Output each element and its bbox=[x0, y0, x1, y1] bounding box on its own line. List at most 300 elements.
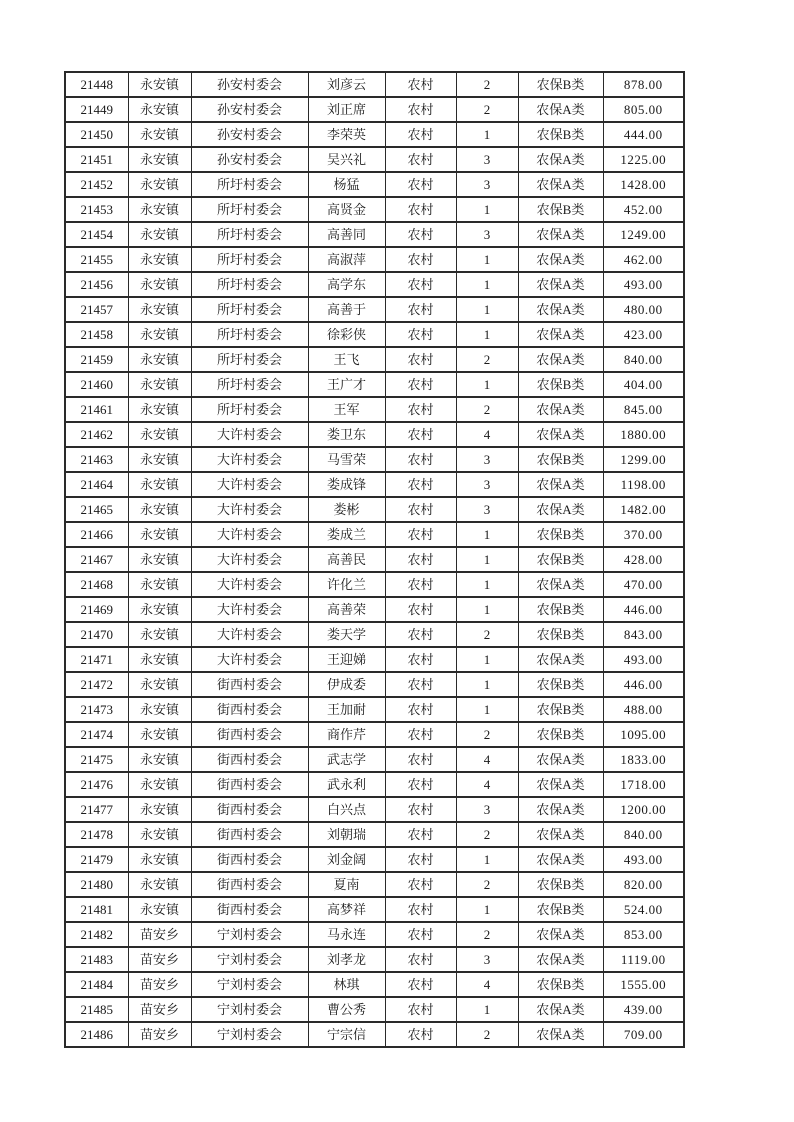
cell-count: 3 bbox=[456, 172, 518, 197]
cell-category: 农保B类 bbox=[518, 872, 603, 897]
cell-town: 永安镇 bbox=[128, 747, 191, 772]
cell-village: 大许村委会 bbox=[191, 647, 308, 672]
cell-amount: 820.00 bbox=[603, 872, 684, 897]
cell-count: 1 bbox=[456, 122, 518, 147]
cell-village: 街西村委会 bbox=[191, 872, 308, 897]
cell-category: 农保A类 bbox=[518, 247, 603, 272]
cell-name: 王军 bbox=[308, 397, 385, 422]
cell-town: 永安镇 bbox=[128, 772, 191, 797]
table-row bbox=[65, 197, 684, 222]
cell-id: 21449 bbox=[65, 97, 128, 122]
cell-name: 徐彩侠 bbox=[308, 322, 385, 347]
cell-id: 21448 bbox=[65, 72, 128, 97]
cell-count: 2 bbox=[456, 922, 518, 947]
cell-type: 农村 bbox=[385, 947, 456, 972]
cell-id: 21479 bbox=[65, 847, 128, 872]
cell-village: 宁刘村委会 bbox=[191, 947, 308, 972]
cell-count: 2 bbox=[456, 822, 518, 847]
cell-category: 农保A类 bbox=[518, 822, 603, 847]
cell-amount: 1249.00 bbox=[603, 222, 684, 247]
cell-category: 农保B类 bbox=[518, 447, 603, 472]
cell-type: 农村 bbox=[385, 747, 456, 772]
cell-category: 农保A类 bbox=[518, 297, 603, 322]
cell-category: 农保A类 bbox=[518, 772, 603, 797]
cell-name: 宁宗信 bbox=[308, 1022, 385, 1047]
cell-type: 农村 bbox=[385, 422, 456, 447]
cell-name: 高梦祥 bbox=[308, 897, 385, 922]
cell-count: 2 bbox=[456, 97, 518, 122]
table-row bbox=[65, 572, 684, 597]
cell-name: 高学东 bbox=[308, 272, 385, 297]
cell-town: 永安镇 bbox=[128, 372, 191, 397]
cell-village: 所圩村委会 bbox=[191, 347, 308, 372]
cell-town: 永安镇 bbox=[128, 172, 191, 197]
cell-amount: 439.00 bbox=[603, 997, 684, 1022]
cell-village: 宁刘村委会 bbox=[191, 922, 308, 947]
cell-village: 大许村委会 bbox=[191, 622, 308, 647]
cell-type: 农村 bbox=[385, 872, 456, 897]
cell-name: 刘正席 bbox=[308, 97, 385, 122]
table-row bbox=[65, 797, 684, 822]
cell-type: 农村 bbox=[385, 772, 456, 797]
cell-count: 3 bbox=[456, 147, 518, 172]
cell-town: 永安镇 bbox=[128, 522, 191, 547]
table-row bbox=[65, 697, 684, 722]
table-row bbox=[65, 272, 684, 297]
cell-type: 农村 bbox=[385, 147, 456, 172]
cell-town: 永安镇 bbox=[128, 622, 191, 647]
cell-village: 大许村委会 bbox=[191, 497, 308, 522]
cell-amount: 840.00 bbox=[603, 347, 684, 372]
cell-category: 农保A类 bbox=[518, 647, 603, 672]
cell-id: 21457 bbox=[65, 297, 128, 322]
cell-id: 21466 bbox=[65, 522, 128, 547]
cell-town: 永安镇 bbox=[128, 572, 191, 597]
cell-count: 1 bbox=[456, 247, 518, 272]
cell-town: 永安镇 bbox=[128, 722, 191, 747]
cell-town: 永安镇 bbox=[128, 822, 191, 847]
cell-name: 高贤金 bbox=[308, 197, 385, 222]
cell-amount: 1428.00 bbox=[603, 172, 684, 197]
cell-town: 永安镇 bbox=[128, 672, 191, 697]
table-row bbox=[65, 322, 684, 347]
cell-amount: 493.00 bbox=[603, 272, 684, 297]
table-row bbox=[65, 747, 684, 772]
cell-village: 所圩村委会 bbox=[191, 172, 308, 197]
cell-id: 21485 bbox=[65, 997, 128, 1022]
cell-town: 永安镇 bbox=[128, 847, 191, 872]
cell-id: 21478 bbox=[65, 822, 128, 847]
cell-village: 孙安村委会 bbox=[191, 147, 308, 172]
table-row bbox=[65, 547, 684, 572]
cell-id: 21453 bbox=[65, 197, 128, 222]
cell-id: 21470 bbox=[65, 622, 128, 647]
table-row bbox=[65, 872, 684, 897]
cell-name: 李荣英 bbox=[308, 122, 385, 147]
cell-town: 永安镇 bbox=[128, 897, 191, 922]
cell-type: 农村 bbox=[385, 472, 456, 497]
cell-category: 农保B类 bbox=[518, 722, 603, 747]
cell-id: 21467 bbox=[65, 547, 128, 572]
cell-category: 农保A类 bbox=[518, 922, 603, 947]
cell-village: 街西村委会 bbox=[191, 847, 308, 872]
cell-count: 4 bbox=[456, 972, 518, 997]
cell-category: 农保B类 bbox=[518, 897, 603, 922]
cell-type: 农村 bbox=[385, 697, 456, 722]
cell-name: 伊成委 bbox=[308, 672, 385, 697]
cell-town: 永安镇 bbox=[128, 697, 191, 722]
cell-name: 刘彦云 bbox=[308, 72, 385, 97]
cell-category: 农保B类 bbox=[518, 672, 603, 697]
cell-count: 1 bbox=[456, 847, 518, 872]
cell-village: 街西村委会 bbox=[191, 697, 308, 722]
cell-amount: 462.00 bbox=[603, 247, 684, 272]
cell-village: 街西村委会 bbox=[191, 897, 308, 922]
cell-village: 街西村委会 bbox=[191, 672, 308, 697]
cell-amount: 1482.00 bbox=[603, 497, 684, 522]
cell-id: 21464 bbox=[65, 472, 128, 497]
cell-count: 1 bbox=[456, 697, 518, 722]
cell-amount: 840.00 bbox=[603, 822, 684, 847]
cell-type: 农村 bbox=[385, 672, 456, 697]
cell-village: 孙安村委会 bbox=[191, 122, 308, 147]
cell-category: 农保A类 bbox=[518, 172, 603, 197]
cell-count: 3 bbox=[456, 447, 518, 472]
cell-count: 3 bbox=[456, 947, 518, 972]
table-row bbox=[65, 497, 684, 522]
cell-count: 1 bbox=[456, 897, 518, 922]
cell-town: 苗安乡 bbox=[128, 972, 191, 997]
cell-count: 1 bbox=[456, 597, 518, 622]
cell-name: 王飞 bbox=[308, 347, 385, 372]
cell-id: 21465 bbox=[65, 497, 128, 522]
cell-town: 永安镇 bbox=[128, 647, 191, 672]
cell-village: 街西村委会 bbox=[191, 747, 308, 772]
cell-id: 21450 bbox=[65, 122, 128, 147]
cell-count: 2 bbox=[456, 1022, 518, 1047]
cell-name: 曹公秀 bbox=[308, 997, 385, 1022]
cell-village: 所圩村委会 bbox=[191, 397, 308, 422]
cell-town: 永安镇 bbox=[128, 597, 191, 622]
table-row bbox=[65, 722, 684, 747]
cell-amount: 493.00 bbox=[603, 647, 684, 672]
cell-name: 娄成兰 bbox=[308, 522, 385, 547]
cell-name: 杨猛 bbox=[308, 172, 385, 197]
cell-id: 21469 bbox=[65, 597, 128, 622]
cell-name: 王广才 bbox=[308, 372, 385, 397]
table-row bbox=[65, 772, 684, 797]
cell-id: 21455 bbox=[65, 247, 128, 272]
cell-type: 农村 bbox=[385, 122, 456, 147]
cell-type: 农村 bbox=[385, 97, 456, 122]
cell-id: 21472 bbox=[65, 672, 128, 697]
cell-town: 永安镇 bbox=[128, 872, 191, 897]
cell-id: 21482 bbox=[65, 922, 128, 947]
cell-type: 农村 bbox=[385, 972, 456, 997]
cell-id: 21476 bbox=[65, 772, 128, 797]
cell-name: 白兴点 bbox=[308, 797, 385, 822]
cell-category: 农保B类 bbox=[518, 697, 603, 722]
cell-category: 农保A类 bbox=[518, 347, 603, 372]
cell-amount: 1718.00 bbox=[603, 772, 684, 797]
cell-village: 大许村委会 bbox=[191, 597, 308, 622]
cell-town: 永安镇 bbox=[128, 297, 191, 322]
cell-category: 农保A类 bbox=[518, 222, 603, 247]
cell-name: 娄彬 bbox=[308, 497, 385, 522]
cell-town: 永安镇 bbox=[128, 72, 191, 97]
cell-town: 永安镇 bbox=[128, 447, 191, 472]
cell-count: 2 bbox=[456, 72, 518, 97]
cell-type: 农村 bbox=[385, 497, 456, 522]
table-row bbox=[65, 947, 684, 972]
cell-id: 21458 bbox=[65, 322, 128, 347]
cell-category: 农保A类 bbox=[518, 147, 603, 172]
cell-name: 武永利 bbox=[308, 772, 385, 797]
cell-type: 农村 bbox=[385, 597, 456, 622]
cell-amount: 488.00 bbox=[603, 697, 684, 722]
cell-category: 农保A类 bbox=[518, 1022, 603, 1047]
table-row bbox=[65, 247, 684, 272]
cell-category: 农保A类 bbox=[518, 997, 603, 1022]
cell-village: 所圩村委会 bbox=[191, 322, 308, 347]
cell-type: 农村 bbox=[385, 72, 456, 97]
cell-type: 农村 bbox=[385, 297, 456, 322]
cell-amount: 1198.00 bbox=[603, 472, 684, 497]
cell-type: 农村 bbox=[385, 522, 456, 547]
cell-type: 农村 bbox=[385, 272, 456, 297]
cell-type: 农村 bbox=[385, 647, 456, 672]
cell-type: 农村 bbox=[385, 547, 456, 572]
cell-count: 1 bbox=[456, 322, 518, 347]
table-row bbox=[65, 897, 684, 922]
cell-amount: 1225.00 bbox=[603, 147, 684, 172]
cell-amount: 444.00 bbox=[603, 122, 684, 147]
table-row bbox=[65, 972, 684, 997]
cell-type: 农村 bbox=[385, 372, 456, 397]
cell-type: 农村 bbox=[385, 797, 456, 822]
table-row bbox=[65, 1022, 684, 1047]
cell-name: 娄卫东 bbox=[308, 422, 385, 447]
cell-category: 农保A类 bbox=[518, 797, 603, 822]
cell-count: 1 bbox=[456, 547, 518, 572]
cell-town: 永安镇 bbox=[128, 272, 191, 297]
cell-count: 3 bbox=[456, 472, 518, 497]
cell-amount: 480.00 bbox=[603, 297, 684, 322]
cell-count: 1 bbox=[456, 647, 518, 672]
table-row bbox=[65, 347, 684, 372]
cell-village: 大许村委会 bbox=[191, 547, 308, 572]
cell-name: 高善同 bbox=[308, 222, 385, 247]
table-row bbox=[65, 172, 684, 197]
cell-id: 21468 bbox=[65, 572, 128, 597]
cell-town: 永安镇 bbox=[128, 222, 191, 247]
cell-amount: 853.00 bbox=[603, 922, 684, 947]
cell-village: 所圩村委会 bbox=[191, 372, 308, 397]
table-row bbox=[65, 372, 684, 397]
table-row bbox=[65, 422, 684, 447]
cell-type: 农村 bbox=[385, 622, 456, 647]
cell-count: 1 bbox=[456, 197, 518, 222]
cell-village: 所圩村委会 bbox=[191, 297, 308, 322]
cell-name: 林琪 bbox=[308, 972, 385, 997]
cell-amount: 446.00 bbox=[603, 597, 684, 622]
table-row bbox=[65, 72, 684, 97]
cell-name: 刘金阔 bbox=[308, 847, 385, 872]
cell-type: 农村 bbox=[385, 222, 456, 247]
table-row bbox=[65, 297, 684, 322]
cell-count: 2 bbox=[456, 397, 518, 422]
cell-category: 农保B类 bbox=[518, 547, 603, 572]
cell-type: 农村 bbox=[385, 847, 456, 872]
cell-name: 吴兴礼 bbox=[308, 147, 385, 172]
cell-count: 1 bbox=[456, 522, 518, 547]
cell-town: 永安镇 bbox=[128, 247, 191, 272]
cell-town: 永安镇 bbox=[128, 472, 191, 497]
cell-id: 21460 bbox=[65, 372, 128, 397]
cell-village: 宁刘村委会 bbox=[191, 1022, 308, 1047]
table-row bbox=[65, 397, 684, 422]
cell-count: 3 bbox=[456, 222, 518, 247]
cell-amount: 428.00 bbox=[603, 547, 684, 572]
cell-category: 农保B类 bbox=[518, 622, 603, 647]
cell-amount: 1119.00 bbox=[603, 947, 684, 972]
cell-amount: 524.00 bbox=[603, 897, 684, 922]
cell-name: 武志学 bbox=[308, 747, 385, 772]
cell-village: 所圩村委会 bbox=[191, 272, 308, 297]
cell-category: 农保B类 bbox=[518, 122, 603, 147]
cell-category: 农保A类 bbox=[518, 747, 603, 772]
cell-amount: 1299.00 bbox=[603, 447, 684, 472]
table-row bbox=[65, 822, 684, 847]
cell-amount: 1095.00 bbox=[603, 722, 684, 747]
cell-name: 刘朝瑞 bbox=[308, 822, 385, 847]
cell-town: 苗安乡 bbox=[128, 922, 191, 947]
cell-type: 农村 bbox=[385, 922, 456, 947]
cell-name: 王加耐 bbox=[308, 697, 385, 722]
cell-id: 21463 bbox=[65, 447, 128, 472]
cell-category: 农保B类 bbox=[518, 597, 603, 622]
cell-amount: 805.00 bbox=[603, 97, 684, 122]
cell-town: 永安镇 bbox=[128, 197, 191, 222]
cell-village: 所圩村委会 bbox=[191, 197, 308, 222]
cell-town: 永安镇 bbox=[128, 147, 191, 172]
cell-amount: 423.00 bbox=[603, 322, 684, 347]
cell-town: 永安镇 bbox=[128, 347, 191, 372]
cell-category: 农保A类 bbox=[518, 497, 603, 522]
cell-town: 永安镇 bbox=[128, 322, 191, 347]
cell-id: 21474 bbox=[65, 722, 128, 747]
cell-amount: 1555.00 bbox=[603, 972, 684, 997]
cell-id: 21483 bbox=[65, 947, 128, 972]
cell-id: 21480 bbox=[65, 872, 128, 897]
cell-type: 农村 bbox=[385, 822, 456, 847]
cell-category: 农保A类 bbox=[518, 322, 603, 347]
cell-category: 农保B类 bbox=[518, 972, 603, 997]
table-row bbox=[65, 997, 684, 1022]
cell-type: 农村 bbox=[385, 722, 456, 747]
cell-category: 农保A类 bbox=[518, 472, 603, 497]
cell-category: 农保A类 bbox=[518, 272, 603, 297]
cell-village: 孙安村委会 bbox=[191, 97, 308, 122]
cell-name: 许化兰 bbox=[308, 572, 385, 597]
cell-id: 21462 bbox=[65, 422, 128, 447]
cell-count: 2 bbox=[456, 622, 518, 647]
cell-amount: 1200.00 bbox=[603, 797, 684, 822]
cell-id: 21471 bbox=[65, 647, 128, 672]
cell-village: 大许村委会 bbox=[191, 472, 308, 497]
cell-amount: 1880.00 bbox=[603, 422, 684, 447]
cell-name: 高淑萍 bbox=[308, 247, 385, 272]
cell-category: 农保A类 bbox=[518, 847, 603, 872]
cell-name: 马永连 bbox=[308, 922, 385, 947]
cell-amount: 452.00 bbox=[603, 197, 684, 222]
cell-count: 1 bbox=[456, 672, 518, 697]
cell-town: 苗安乡 bbox=[128, 997, 191, 1022]
cell-category: 农保A类 bbox=[518, 572, 603, 597]
cell-village: 大许村委会 bbox=[191, 572, 308, 597]
cell-village: 大许村委会 bbox=[191, 422, 308, 447]
cell-type: 农村 bbox=[385, 197, 456, 222]
cell-amount: 709.00 bbox=[603, 1022, 684, 1047]
cell-name: 商作芹 bbox=[308, 722, 385, 747]
cell-name: 刘孝龙 bbox=[308, 947, 385, 972]
cell-id: 21473 bbox=[65, 697, 128, 722]
table-row bbox=[65, 147, 684, 172]
cell-name: 高善于 bbox=[308, 297, 385, 322]
cell-id: 21461 bbox=[65, 397, 128, 422]
cell-town: 苗安乡 bbox=[128, 1022, 191, 1047]
cell-type: 农村 bbox=[385, 322, 456, 347]
cell-id: 21459 bbox=[65, 347, 128, 372]
cell-name: 娄天学 bbox=[308, 622, 385, 647]
cell-category: 农保B类 bbox=[518, 72, 603, 97]
cell-id: 21475 bbox=[65, 747, 128, 772]
table-row bbox=[65, 647, 684, 672]
cell-village: 孙安村委会 bbox=[191, 72, 308, 97]
cell-type: 农村 bbox=[385, 447, 456, 472]
cell-town: 永安镇 bbox=[128, 797, 191, 822]
cell-type: 农村 bbox=[385, 172, 456, 197]
table-row bbox=[65, 847, 684, 872]
cell-count: 1 bbox=[456, 572, 518, 597]
cell-name: 娄成锋 bbox=[308, 472, 385, 497]
cell-type: 农村 bbox=[385, 1022, 456, 1047]
cell-type: 农村 bbox=[385, 997, 456, 1022]
cell-type: 农村 bbox=[385, 347, 456, 372]
cell-village: 大许村委会 bbox=[191, 522, 308, 547]
cell-village: 所圩村委会 bbox=[191, 247, 308, 272]
cell-count: 3 bbox=[456, 497, 518, 522]
cell-amount: 404.00 bbox=[603, 372, 684, 397]
cell-category: 农保A类 bbox=[518, 422, 603, 447]
cell-id: 21451 bbox=[65, 147, 128, 172]
cell-village: 大许村委会 bbox=[191, 447, 308, 472]
cell-town: 永安镇 bbox=[128, 397, 191, 422]
cell-amount: 843.00 bbox=[603, 622, 684, 647]
cell-town: 永安镇 bbox=[128, 422, 191, 447]
table-row bbox=[65, 472, 684, 497]
cell-village: 街西村委会 bbox=[191, 722, 308, 747]
cell-amount: 446.00 bbox=[603, 672, 684, 697]
cell-type: 农村 bbox=[385, 397, 456, 422]
cell-amount: 845.00 bbox=[603, 397, 684, 422]
table-row bbox=[65, 522, 684, 547]
cell-category: 农保B类 bbox=[518, 522, 603, 547]
cell-count: 1 bbox=[456, 997, 518, 1022]
records-table bbox=[64, 71, 685, 1048]
cell-count: 3 bbox=[456, 797, 518, 822]
cell-type: 农村 bbox=[385, 247, 456, 272]
